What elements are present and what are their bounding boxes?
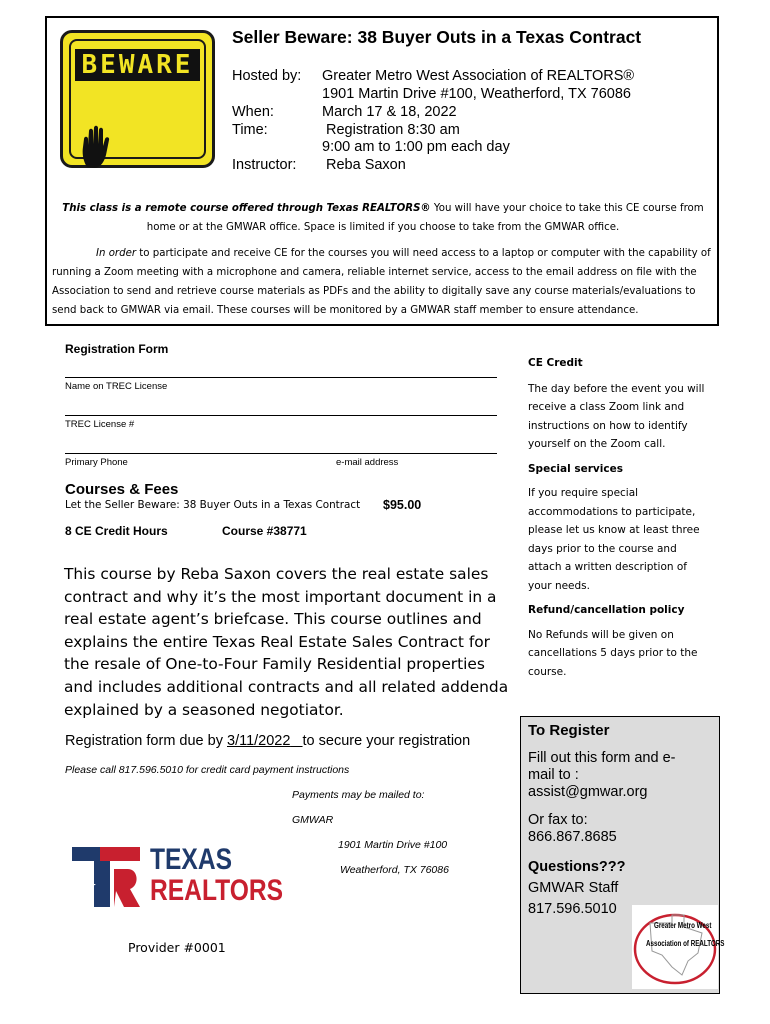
phone-email-field[interactable] xyxy=(65,453,497,454)
mail-city: Weatherford, TX 76086 xyxy=(340,864,449,876)
due-prefix: Registration form due by xyxy=(65,733,227,749)
remote-course-bold: This class is a remote course offered through Texas REALTORS® xyxy=(62,203,431,214)
payment-call-note: Please call 817.596.5010 for credit card payment instructions xyxy=(65,764,350,776)
email-label: e-mail address xyxy=(336,457,399,468)
special-services-text: If you require special accommodations to participate, please let us know at least three days prior to the course and attach a written description of your needs. xyxy=(528,487,700,592)
time-label: Time: xyxy=(232,122,268,138)
ce-credit-text: The day before the event you will receive a class Zoom link and instructions on how to identify yourself on the Zoom call. xyxy=(528,382,705,450)
questions-heading: Questions??? xyxy=(528,859,626,875)
register-instructions: Fill out this form and e-mail to : xyxy=(528,750,676,783)
texas-logo-line1: TEXAS xyxy=(150,843,233,876)
mail-org: GMWAR xyxy=(292,814,334,826)
host-name: Greater Metro West Association of REALTORS® xyxy=(322,68,635,84)
event-date: March 17 & 18, 2022 xyxy=(322,104,457,120)
beware-sign xyxy=(60,30,215,168)
register-email[interactable]: assist@gmwar.org xyxy=(528,784,648,800)
due-date-line xyxy=(65,733,470,749)
trec-label: TREC License # xyxy=(65,419,135,430)
course-description: This course by Reba Saxon covers the real estate sales contract and why it’s the most important document in a real estate agent’s briefcase. This course outlines and explains the entire Texas Real Estate Sales Contract for the resale of One-to-Four Family Residential properties and includes additional contracts and all related addenda explained by a seasoned negotiator. xyxy=(64,565,509,719)
gmwar-logo xyxy=(632,905,725,989)
gmwar-logo-line2: Association of REALTORS xyxy=(646,939,725,948)
due-date: 3/11/2022 xyxy=(227,733,291,749)
course-price: $95.00 xyxy=(383,498,422,512)
fax-label: Or fax to: xyxy=(528,812,588,828)
texas-realtors-mark-icon xyxy=(70,845,142,909)
when-label: When: xyxy=(232,104,274,120)
course-name: Let the Seller Beware: 38 Buyer Outs in a Texas Contract xyxy=(65,499,361,511)
ce-credit-heading: CE Credit xyxy=(528,357,583,369)
form-title: Registration Form xyxy=(65,342,169,356)
event-title: Seller Beware: 38 Buyer Outs in a Texas Contract xyxy=(232,27,642,47)
gmwar-logo-line1: Greater Metro West xyxy=(654,921,712,930)
requirements-notice xyxy=(52,244,714,320)
remote-course-notice xyxy=(52,199,714,237)
name-label: Name on TREC License xyxy=(65,381,168,392)
due-suffix: to secure your registration xyxy=(302,733,471,749)
instructor-name: Reba Saxon xyxy=(326,157,406,173)
texas-logo-line2: REALTORS xyxy=(150,874,284,907)
texas-realtors-logo xyxy=(70,843,284,911)
requirements-text: to participate and receive CE for the courses you will need access to a laptop or computer with the capability of running a Zoom meeting with a microphone and camera, reliable internet service, access to the email address on file with the Association to send and retrieve course materials as PDFs and the ability to digitally save any course materials/evaluations to send back to GMWAR via email. These courses will be monitored by a GMWAR staff member to ensure attendance. xyxy=(52,248,711,316)
staff-label: GMWAR Staff xyxy=(528,880,619,896)
instructor-label: Instructor: xyxy=(232,157,297,173)
mail-label: Payments may be mailed to: xyxy=(292,789,425,801)
courses-heading: Courses & Fees xyxy=(65,481,179,498)
phone-label: Primary Phone xyxy=(65,457,128,468)
stop-hand-icon xyxy=(79,125,115,169)
fax-number: 866.867.8685 xyxy=(528,829,617,845)
host-address: 1901 Martin Drive #100, Weatherford, TX 76086 xyxy=(322,86,631,102)
refund-heading: Refund/cancellation policy xyxy=(528,604,685,616)
remote-course-text: You will have your choice to take this CE course from home or at the GMWAR office. Space is limited if you choose to take from the GMWAR office. xyxy=(146,203,704,233)
register-heading: To Register xyxy=(528,722,610,739)
provider-number: Provider #0001 xyxy=(128,940,226,955)
ce-hours: 8 CE Credit Hours xyxy=(65,524,168,538)
hosted-by-label: Hosted by: xyxy=(232,68,302,84)
registration-time: Registration 8:30 am xyxy=(326,122,460,138)
name-field[interactable] xyxy=(65,377,497,378)
trec-license-field[interactable] xyxy=(65,415,497,416)
class-time: 9:00 am to 1:00 pm each day xyxy=(322,139,510,155)
mail-street: 1901 Martin Drive #100 xyxy=(338,839,448,851)
sidebar-info xyxy=(528,354,708,681)
requirements-italic: In order xyxy=(96,248,137,259)
special-services-heading: Special services xyxy=(528,462,623,475)
staff-phone: 817.596.5010 xyxy=(528,901,617,917)
beware-sign-text: BEWARE xyxy=(75,49,200,81)
course-number: Course #38771 xyxy=(222,524,307,538)
refund-text: No Refunds will be given on cancellations 5 days prior to the course. xyxy=(528,628,698,678)
